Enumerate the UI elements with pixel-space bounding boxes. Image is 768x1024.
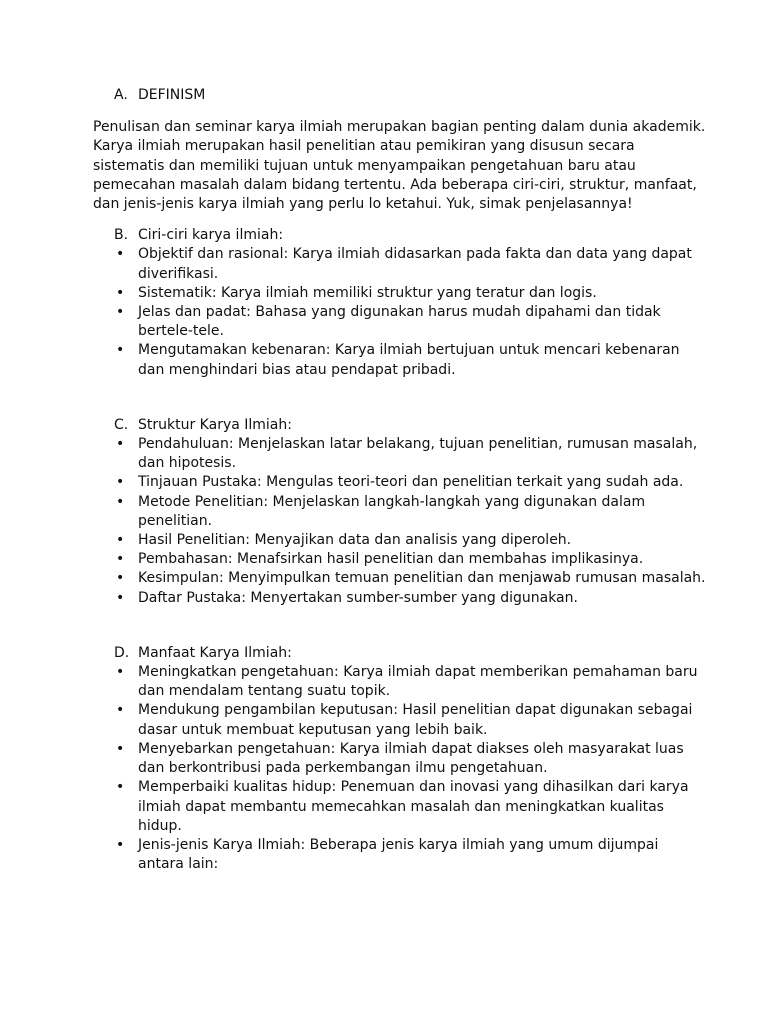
bullet-icon: • [116,246,125,263]
list-item [114,589,708,608]
list-item-text: Pembahasan: Menafsirkan hasil penelitian dan membahas implikasinya. [138,551,644,568]
list-item [114,836,708,874]
section-d-letter: D. [114,644,130,661]
list-item-text: Meningkatkan pengetahuan: Karya ilmiah dapat memberikan pemahaman baru dan mendalam tentang suatu topik. [138,664,698,700]
bullet-icon: • [116,740,125,757]
bullet-icon: • [116,474,125,491]
list-item [114,284,708,303]
list-item-text: Tinjauan Pustaka: Mengulas teori-teori dan penelitian terkait yang sudah ada. [138,474,684,491]
bullet-icon: • [116,436,125,453]
section-c-letter: C. [114,416,129,433]
list-item [114,550,708,569]
list-item-text: Mendukung pengambilan keputusan: Hasil penelitian dapat digunakan sebagai dasar untuk membuat keputusan yang lebih baik. [138,702,693,738]
bullet-icon: • [116,836,125,853]
list-item-text: Hasil Penelitian: Menyajikan data dan analisis yang diperoleh. [138,532,572,549]
list-item [114,341,708,379]
list-item-text: Daftar Pustaka: Menyertakan sumber-sumber yang digunakan. [138,589,578,606]
section-c-list [114,435,708,608]
section-a-title: DEFINISM [138,87,206,103]
list-item-text: Memperbaiki kualitas hidup: Penemuan dan inovasi yang dihasilkan dari karya ilmiah dapat membantu memecahkan masalah dan meningkatkan kualitas hidup. [138,779,689,834]
bullet-icon: • [116,342,125,359]
section-b-title: Ciri-ciri karya ilmiah: [138,227,284,244]
list-item [114,435,708,473]
section-d-title: Manfaat Karya Ilmiah: [138,644,292,661]
bullet-icon: • [116,551,125,568]
list-item [114,778,708,836]
section-a-paragraph: Penulisan dan seminar karya ilmiah merupakan bagian penting dalam dunia akademik. Karya ilmiah merupakan hasil penelitian atau pemikiran yang disusun secara sistematis dan memiliki tujuan untuk menyampaikan pengetahuan baru atau pemecahan masalah dalam bidang tertentu. Ada beberapa ciri-ciri, struktur, manfaat, dan jenis-jenis karya ilmiah yang perlu lo ketahui. Yuk, simak penjelasannya! [93,119,706,213]
section-spacer [93,380,708,416]
list-item-text: Pendahuluan: Menjelaskan latar belakang, tujuan penelitian, rumusan masalah, dan hipotesis. [138,436,698,472]
list-item-text: Metode Penelitian: Menjelaskan langkah-langkah yang digunakan dalam penelitian. [138,493,646,529]
list-item [114,701,708,739]
list-item [114,569,708,588]
section-b-letter: B. [114,227,129,244]
section-d-list [114,663,708,874]
section-c-title: Struktur Karya Ilmiah: [138,416,292,433]
bullet-icon: • [116,779,125,796]
bullet-icon: • [116,702,125,719]
list-item-text: Sistematik: Karya ilmiah memiliki struktur yang teratur dan logis. [138,284,597,301]
list-item-text: Menyebarkan pengetahuan: Karya ilmiah dapat diakses oleh masyarakat luas dan berkontribusi pada perkembangan ilmu pengetahuan. [138,740,684,777]
list-item-text: Mengutamakan kebenaran: Karya ilmiah bertujuan untuk mencari kebenaran dan menghindari bias atau pendapat pribadi. [138,342,680,378]
section-a-letter: A. [114,87,128,103]
section-b-heading [114,226,708,245]
bullet-icon: • [116,589,125,606]
list-item-text: Jenis-jenis Karya Ilmiah: Beberapa jenis karya ilmiah yang umum dijumpai antara lain: [138,836,659,873]
section-d-heading [114,644,708,663]
section-a-heading [114,86,708,105]
list-item [114,245,708,283]
section-c-heading [114,416,708,435]
section-spacer [93,608,708,644]
section-b-list [114,245,708,379]
list-item-text: Kesimpulan: Menyimpulkan temuan penelitian dan menjawab rumusan masalah. [138,570,706,587]
list-item [114,531,708,550]
bullet-icon: • [116,532,125,549]
bullet-icon: • [116,493,125,510]
list-item [114,473,708,492]
list-item [114,663,708,701]
bullet-icon: • [116,570,125,587]
list-item-text: Jelas dan padat: Bahasa yang digunakan harus mudah dipahami dan tidak bertele-tele. [138,304,661,340]
bullet-icon: • [116,284,125,301]
bullet-icon: • [116,664,125,681]
list-item [114,740,708,778]
list-item [114,303,708,341]
list-item-text: Objektif dan rasional: Karya ilmiah didasarkan pada fakta dan data yang dapat diverifikasi. [138,246,692,282]
bullet-icon: • [116,304,125,321]
list-item [114,493,708,531]
